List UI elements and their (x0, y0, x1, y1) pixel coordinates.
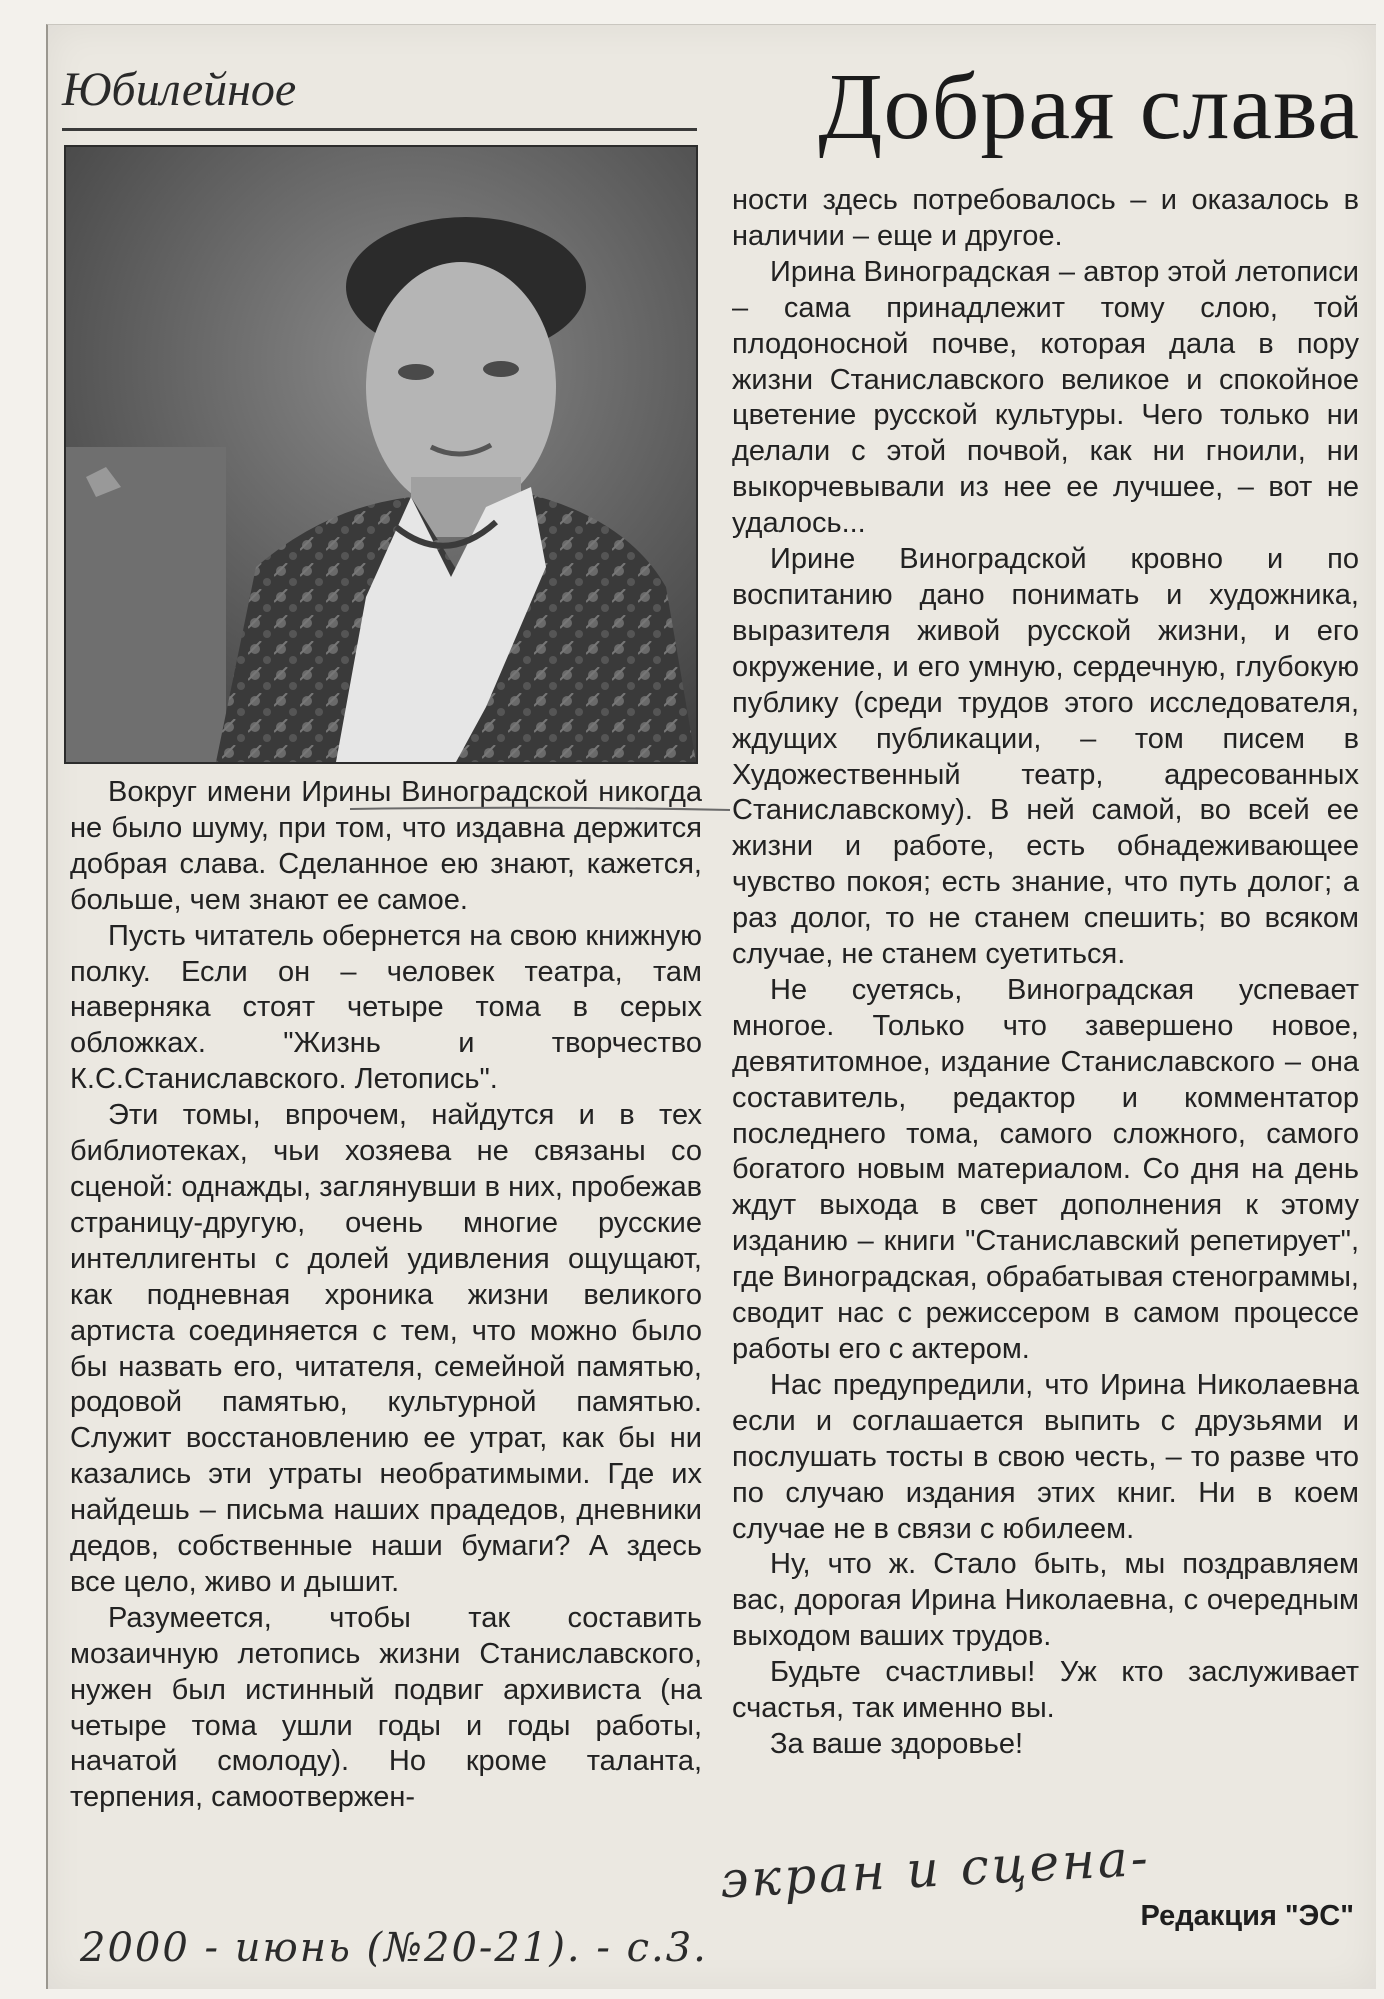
paragraph: Эти томы, впрочем, найдутся и в тех библиотеках, чьи хозяева не связаны со сценой: однажды, заглянувши в них, пробежав страницу-другую, очень многие русские интеллигенты с долей удивления ощущают, как подневная хроника жизни великого артиста соединяется с тем, что можно было бы назвать его, читателя, семейной памятью, родовой памятью, культурной памятью. Служит восстановлению ее утрат, как бы ни казались эти утраты необратимыми. Где их найдешь – письма наших прадедов, дневники дедов, собственные наши бумаги? А здесь все цело, живо и дышит. (70, 1099, 702, 1598)
paragraph: Не суетясь, Виноградская успевает многое. Только что завершено новое, девятитомное, издание Станиславского – она составитель, редактор и комментатор последнего тома, самого сложного, самого богатого новым материалом. Со дня на день ждут выхода в свет дополнения к этому изданию – книги "Станиславский репетирует", где Виноградская, обрабатывая стенограммы, сводит нас с режиссером в самом процессе работы его с актером. (732, 973, 1359, 1365)
paragraph: ности здесь потребовалось – и оказалось в наличии – еще и другое. (732, 184, 1359, 252)
paragraph: За ваше здоровье! (770, 1727, 1024, 1760)
article-left-column (70, 775, 702, 1816)
paragraph: Будьте счастливы! Уж кто заслуживает счастья, так именно вы. (732, 1656, 1359, 1725)
paragraph: Ирина Виноградская – автор этой летописи – сама принадлежит тому слою, той плодоносной почве, которая дала в пору жизни Станиславского великое и спокойное цветение русской культуры. Чего только ни делали с этой почвой, как ни гноили, ни выкорчевывали из нее ее лучшее, – вот не удалось... (732, 255, 1359, 540)
paragraph: Пусть читатель обернется на свою книжную полку. Если он – человек театра, там наверняка стоят четыре тома в серых обложках. "Жизнь и творчество К.С.Станиславского. Летопись". (70, 919, 702, 1096)
pencil-underline (350, 806, 730, 812)
rubric-divider (62, 128, 697, 131)
editorial-signature: Редакция "ЭС" (1140, 1900, 1354, 1932)
handwritten-source-note: экран и сцена- (718, 1828, 1152, 1910)
paragraph: Ну, что ж. Стало быть, мы поздравляем вас, дорогая Ирина Николаевна, с очередным выходом ваших трудов. (732, 1548, 1359, 1653)
handwritten-date-note: 2000 - июнь (№20-21). - с.3. (80, 1925, 708, 1971)
paragraph: Нас предупредили, что Ирина Николаевна если и соглашается выпить с друзьями и послушать тосты в свою честь, – то разве что по случаю издания этих книг. Ни в коем случае не в связи с юбилеем. (732, 1368, 1359, 1545)
portrait-image (66, 147, 696, 762)
paragraph: Ирине Виноградской кровно и по воспитанию дано понимать и художника, выразителя живой русской жизни, и его окружение, и его умную, сердечную, глубокую публику (среди трудов этого исследователя, ждущих публикации, – том писем в Художественный театр, адресованных Станиславскому). В ней самой, во всей ее жизни и работе, есть обнадеживающее чувство покоя; есть знание, что путь долог; а раз долог, то не станем спешить; во всяком случае, не станем суетиться. (732, 543, 1359, 971)
article-right-column (732, 183, 1359, 1763)
paragraph: Разумеется, чтобы так составить мозаичную летопись жизни Станиславского, нужен был истинный подвиг архивиста (на четыре тома ушли годы и годы работы, начатой смолоду). Но кроме таланта, терпения, самоотвержен- (70, 1601, 702, 1814)
rubric-label: Юбилейное (62, 63, 297, 116)
portrait-photo (64, 145, 698, 764)
article-headline: Добрая слава (818, 55, 1360, 159)
paragraph: Вокруг имени Ирины Виноградской никогда не было шуму, при том, что издавна держится добрая слава. Сделанное ею знают, кажется, больше, чем знают ее самое. (70, 776, 702, 916)
